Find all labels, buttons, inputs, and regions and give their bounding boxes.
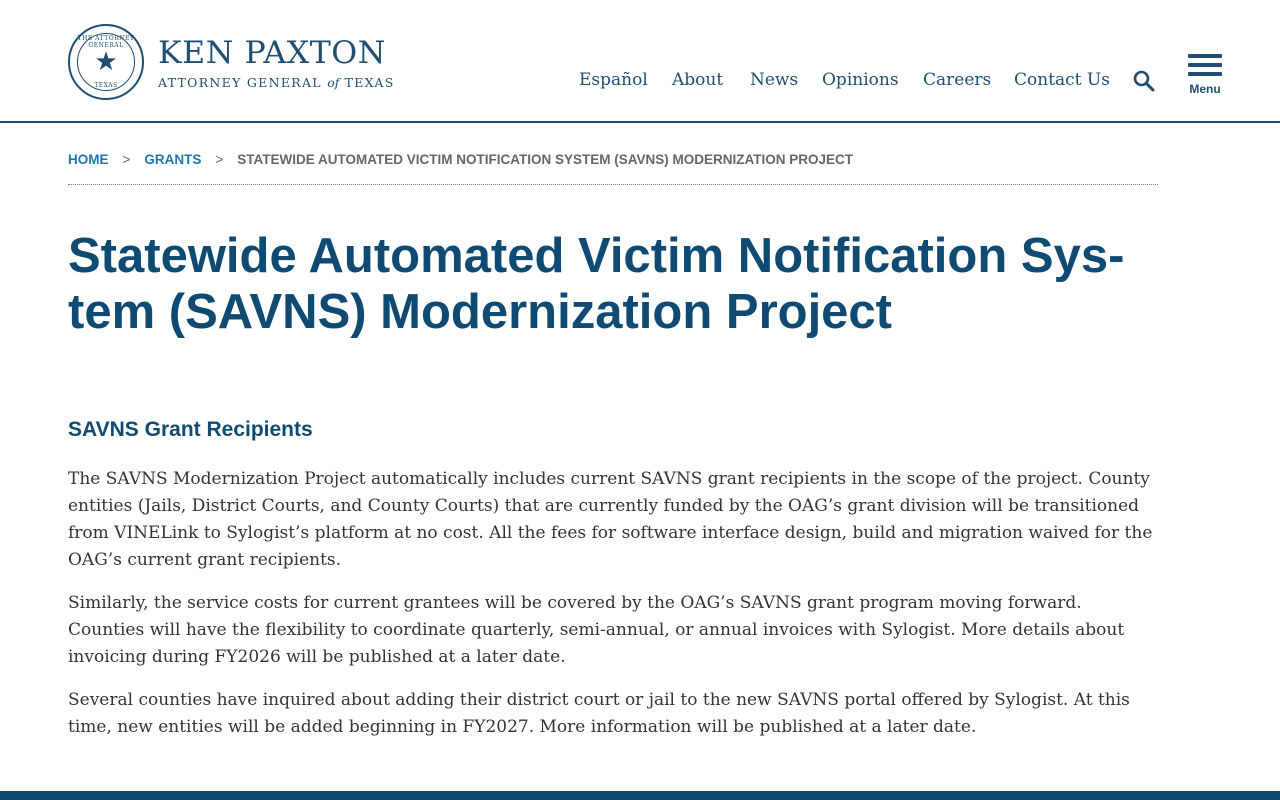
search-icon <box>1132 69 1156 93</box>
nav-about[interactable]: About <box>672 70 724 90</box>
paragraph: Similarly, the service costs for current grantees will be covered by the OAG’s SAVNS grant program moving forward. Counties will have the flexibility to coordinate quarterly, semi-annual, or annual invoices with Sylogist. More details about invoicing during FY2026 will be published at a later date. <box>68 593 1125 667</box>
nav-opinions[interactable]: Opinions <box>822 70 899 90</box>
logo-subtitle-of: of <box>327 75 340 90</box>
breadcrumb-home[interactable]: HOME <box>68 152 109 167</box>
hamburger-menu-icon-bar <box>1188 63 1222 67</box>
page-title <box>68 228 1168 340</box>
menu-label: Menu <box>1189 82 1221 96</box>
article-body <box>68 466 1160 757</box>
seal-bottom-text: TEXAS <box>94 82 118 89</box>
hamburger-menu-icon <box>1188 54 1222 58</box>
texas-seal-icon <box>68 24 144 100</box>
breadcrumb-separator: > <box>215 152 224 167</box>
breadcrumb-separator: > <box>122 152 131 167</box>
nav-espanol[interactable]: Español <box>579 70 648 90</box>
page-title-line1: Statewide Automated Victim Notification Sys- <box>68 229 1125 283</box>
site-logo-link[interactable] <box>68 24 395 100</box>
paragraph: The SAVNS Modernization Project automatically includes current SAVNS grant recipients in the scope of the project. County entities (Jails, District Courts, and County Courts) that are currently funded by the OAG’s grant division will be transitioned from VINELink to Sylogist’s platform at no cost. All the fees for software interface design, build and migration waived for the OAG’s current grant recipients. <box>68 469 1153 570</box>
page-title-line2: tem (SAVNS) Modernization Project <box>68 285 893 339</box>
section-heading: SAVNS Grant Recipients <box>68 418 313 441</box>
seal-top-text: THE ATTORNEY GENERAL <box>77 35 135 49</box>
menu-button[interactable] <box>1186 54 1224 98</box>
nav-contact-us[interactable]: Contact Us <box>1014 70 1110 90</box>
hamburger-menu-icon-bar <box>1188 72 1222 76</box>
search-button[interactable] <box>1132 69 1156 93</box>
nav-news[interactable]: News <box>750 70 799 90</box>
paragraph: Several counties have inquired about adding their district court or jail to the new SAVNS portal offered by Sylogist. At this time, new entities will be added beginning in FY2027. More information will be published at a later date. <box>68 690 1130 737</box>
star-icon: ★ <box>94 47 118 77</box>
logo-subtitle <box>158 75 395 90</box>
breadcrumb-grants[interactable]: GRANTS <box>144 152 202 167</box>
logo-name: KEN PAXTON <box>158 35 386 71</box>
logo-subtitle-post: TEXAS <box>339 75 395 90</box>
logo-text <box>158 35 395 90</box>
breadcrumb-current: STATEWIDE AUTOMATED VICTIM NOTIFICATION SYSTEM (SAVNS) MODERNIZATION PROJECT <box>237 152 854 167</box>
site-header <box>0 0 1280 123</box>
footer-bar <box>0 791 1280 800</box>
nav-careers[interactable]: Careers <box>923 70 992 90</box>
breadcrumb <box>68 152 1158 185</box>
logo-subtitle-pre: ATTORNEY GENERAL <box>158 75 328 90</box>
